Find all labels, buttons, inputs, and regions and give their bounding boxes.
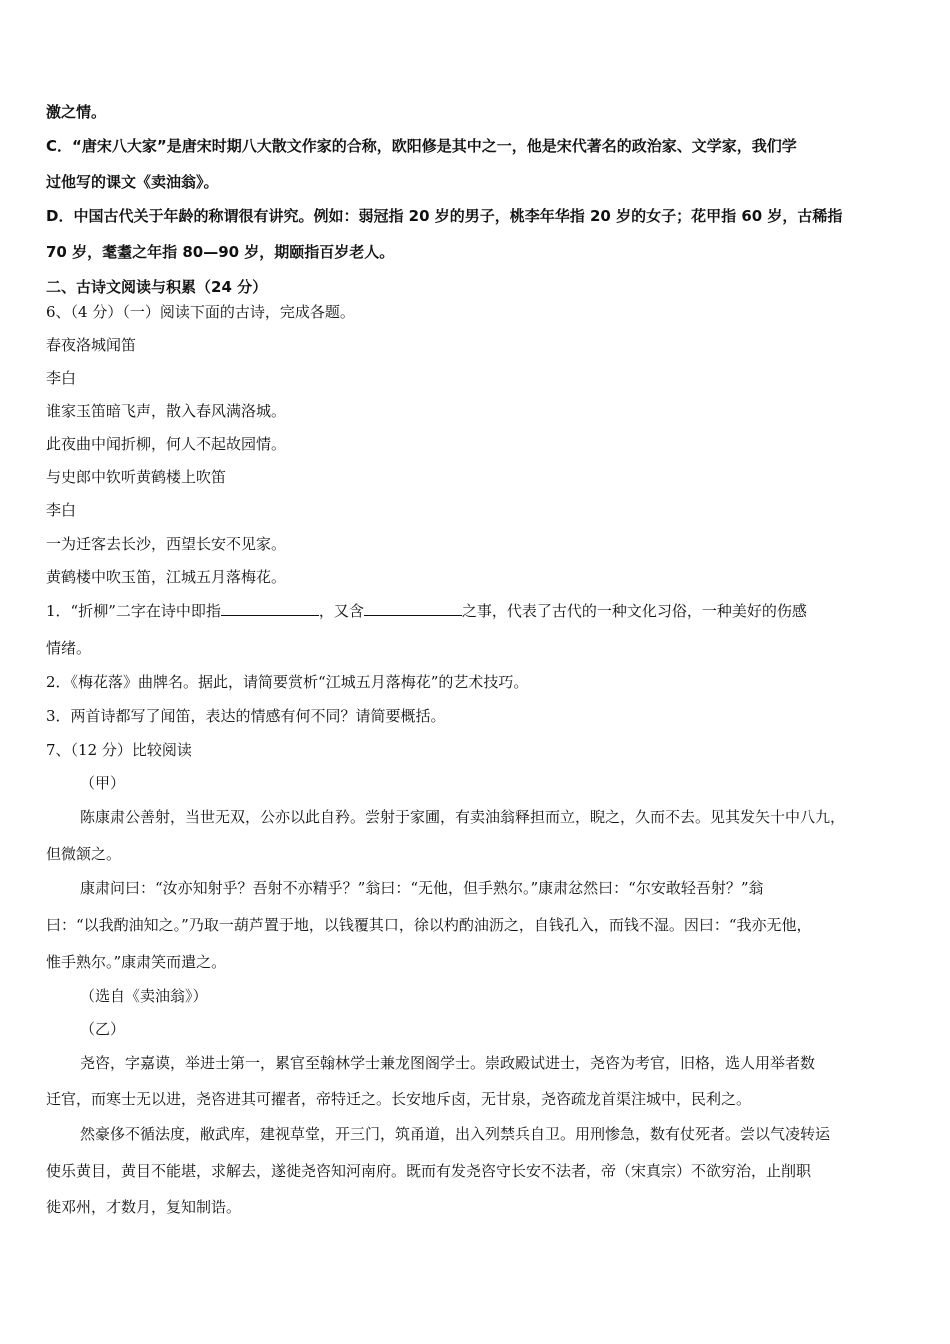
passage-jia-label: （甲） xyxy=(80,774,126,792)
poem-2-line-2: 黄鹤楼中吹玉笛，江城五月落梅花。 xyxy=(46,568,287,586)
answer-blank-2[interactable] xyxy=(364,601,462,616)
prev-option-text-end: 激之情。 xyxy=(46,103,107,121)
jia-para-1-line-2: 但微颔之。 xyxy=(46,845,122,863)
yi-para-1-line-1: 尧咨，字嘉谟，举进士第一，累官至翰林学士兼龙图阁学士。崇政殿试进士，尧咨为考官，旧格，选人用举者数 xyxy=(80,1054,816,1072)
sub-1-part-a: 1．“折柳”二字在诗中即指 xyxy=(46,602,221,620)
option-c-line-1: C．“唐宋八大家”是唐宋时期八大散文作家的合称，欧阳修是其中之一，他是宋代著名的政治家、文学家，我们学 xyxy=(46,137,797,155)
poem-1-line-2: 此夜曲中闻折柳，何人不起故园情。 xyxy=(46,435,287,453)
question-6-stem: 6、（4 分）（一）阅读下面的古诗，完成各题。 xyxy=(46,303,355,321)
answer-blank-1[interactable] xyxy=(221,601,319,616)
yi-para-2-line-2: 使乐黄目，黄目不能堪，求解去，遂徙尧咨知河南府。既而有发尧咨守长安不法者，帝（宋真宗）不欲穷治，止削职 xyxy=(46,1162,812,1180)
yi-para-2-line-3: 徙邓州，才数月，复知制诰。 xyxy=(46,1198,242,1216)
poem-2-line-1: 一为迁客去长沙，西望长安不见家。 xyxy=(46,535,287,553)
poem-1-title: 春夜洛城闻笛 xyxy=(46,336,137,354)
question-6-sub-1 xyxy=(46,601,807,621)
poem-2-title: 与史郎中钦听黄鹤楼上吹笛 xyxy=(46,468,227,486)
jia-para-2-line-3: 惟手熟尔。”康肃笑而遣之。 xyxy=(46,953,227,971)
sub-1-part-c: 之事，代表了古代的一种文化习俗，一种美好的伤感 xyxy=(461,602,807,620)
poem-1-author: 李白 xyxy=(46,369,77,387)
section-2-title: 二、古诗文阅读与积累（24 分） xyxy=(46,278,268,296)
poem-2-author: 李白 xyxy=(46,501,77,519)
question-7-stem: 7、（12 分）比较阅读 xyxy=(46,741,192,759)
question-6-sub-3: 3．两首诗都写了闻笛，表达的情感有何不同？请简要概括。 xyxy=(46,707,446,725)
question-6-sub-1-cont: 情绪。 xyxy=(46,639,92,657)
passage-yi-label: （乙） xyxy=(80,1020,126,1038)
sub-1-part-b: ，又含 xyxy=(318,602,364,620)
yi-para-1-line-2: 迁官，而寒士无以进，尧咨进其可擢者，帝特迁之。长安地斥卤，无甘泉，尧咨疏龙首渠注城中，民利之。 xyxy=(46,1090,752,1108)
option-c-line-2: 过他写的课文《卖油翁》。 xyxy=(46,173,219,191)
question-6-sub-2: 2．《梅花落》曲牌名。据此，请简要赏析“江城五月落梅花”的艺术技巧。 xyxy=(46,673,529,691)
poem-1-line-1: 谁家玉笛暗飞声，散入春风满洛城。 xyxy=(46,402,287,420)
yi-para-2-line-1: 然豪侈不循法度，敝武库，建视草堂，开三门，筑甬道，出入列禁兵自卫。用刑惨急，数有仗死者。尝以气凌转运 xyxy=(80,1125,831,1143)
option-d-line-2: 70 岁，耄耋之年指 80—90 岁，期颐指百岁老人。 xyxy=(46,243,395,261)
jia-para-1-line-1: 陈康肃公善射，当世无双，公亦以此自矜。尝射于家圃，有卖油翁释担而立，睨之，久而不去。见其发矢十中八九， xyxy=(80,808,846,826)
jia-para-2-line-2: 曰：“以我酌油知之。”乃取一葫芦置于地，以钱覆其口，徐以杓酌油沥之，自钱孔入，而钱不湿。因曰：“我亦无他， xyxy=(46,916,812,934)
option-d-line-1: D．中国古代关于年龄的称谓很有讲究。例如：弱冠指 20 岁的男子，桃李年华指 20 岁的女子；花甲指 60 岁，古稀指 xyxy=(46,207,843,225)
jia-para-2-line-1: 康肃问曰：“汝亦知射乎？吾射不亦精乎？”翁曰：“无他，但手熟尔。”康肃忿然曰：“尔安敢轻吾射？”翁 xyxy=(80,879,764,897)
jia-source: （选自《卖油翁》） xyxy=(80,987,208,1005)
